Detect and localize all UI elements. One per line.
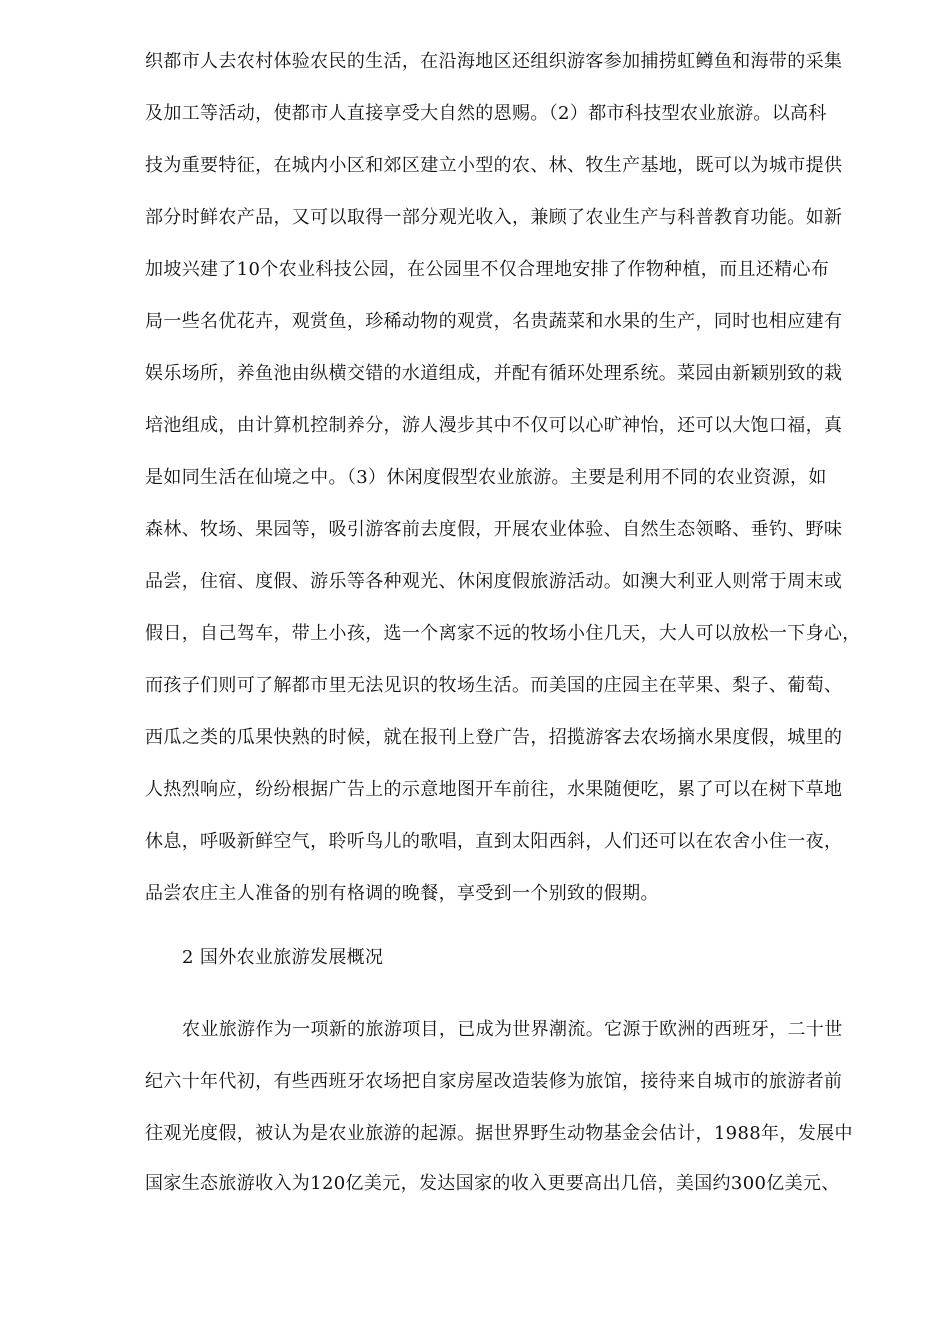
text-line: 培池组成，由计算机控制养分，游人漫步其中不仅可以心旷神怡，还可以大饱口福，真 — [145, 415, 843, 436]
text-line: 织都市人去农村体验农民的生活，在沿海地区还组织游客参加捕捞虹鳟鱼和海带的采集 — [145, 51, 843, 72]
text-line: 娱乐场所，养鱼池由纵横交错的水道组成，并配有循环处理系统。菜园由新颖别致的栽 — [145, 363, 843, 384]
text-line: 森林、牧场、果园等，吸引游客前去度假，开展农业体验、自然生态领略、垂钓、野味 — [145, 519, 843, 540]
section-heading: 2 国外农业旅游发展概况 — [182, 947, 384, 968]
text-line: 局一些名优花卉，观赏鱼，珍稀动物的观赏，名贵蔬菜和水果的生产，同时也相应建有 — [145, 311, 843, 332]
text-line: 而孩子们则可了解都市里无法见识的牧场生活。而美国的庄园主在苹果、梨子、葡萄、 — [145, 675, 843, 696]
text-line: 西瓜之类的瓜果快熟的时候，就在报刊上登广告，招揽游客去农场摘水果度假，城里的 — [145, 727, 843, 748]
text-line: 国家生态旅游收入为120亿美元，发达国家的收入更要高出几倍，美国约300亿美元、 — [145, 1173, 840, 1194]
text-line: 假日，自己驾车，带上小孩，选一个离家不远的牧场小住几天，大人可以放松一下身心， — [145, 623, 861, 644]
text-line: 人热烈响应，纷纷根据广告上的示意地图开车前往，水果随便吃，累了可以在树下草地 — [145, 779, 843, 800]
text-line: 技为重要特征，在城内小区和郊区建立小型的农、林、牧生产基地，既可以为城市提供 — [145, 155, 843, 176]
text-line: 品尝农庄主人准备的别有格调的晚餐，享受到一个别致的假期。 — [145, 883, 659, 904]
text-line: 休息，呼吸新鲜空气，聆听鸟儿的歌唱，直到太阳西斜，人们还可以在农舍小住一夜， — [145, 831, 843, 852]
text-line: 往观光度假，被认为是农业旅游的起源。据世界野生动物基金会估计，1988年，发展中 — [145, 1123, 853, 1144]
text-line: 纪六十年代初，有些西班牙农场把自家房屋改造装修为旅馆，接待来自城市的旅游者前 — [145, 1071, 843, 1092]
text-line: 及加工等活动，使都市人直接享受大自然的恩赐。（2）都市科技型农业旅游。以高科 — [145, 103, 827, 124]
text-line: 品尝，住宿、度假、游乐等各种观光、休闲度假旅游活动。如澳大利亚人则常于周末或 — [145, 571, 843, 592]
text-line: 是如同生活在仙境之中。（3）休闲度假型农业旅游。主要是利用不同的农业资源，如 — [145, 467, 827, 488]
text-line: 部分时鲜农产品，又可以取得一部分观光收入，兼顾了农业生产与科普教育功能。如新 — [145, 207, 843, 228]
text-line: 加坡兴建了10个农业科技公园，在公园里不仅合理地安排了作物种植，而且还精心布 — [145, 259, 830, 280]
text-line: 农业旅游作为一项新的旅游项目，已成为世界潮流。它源于欧洲的西班牙，二十世 — [182, 1019, 843, 1040]
